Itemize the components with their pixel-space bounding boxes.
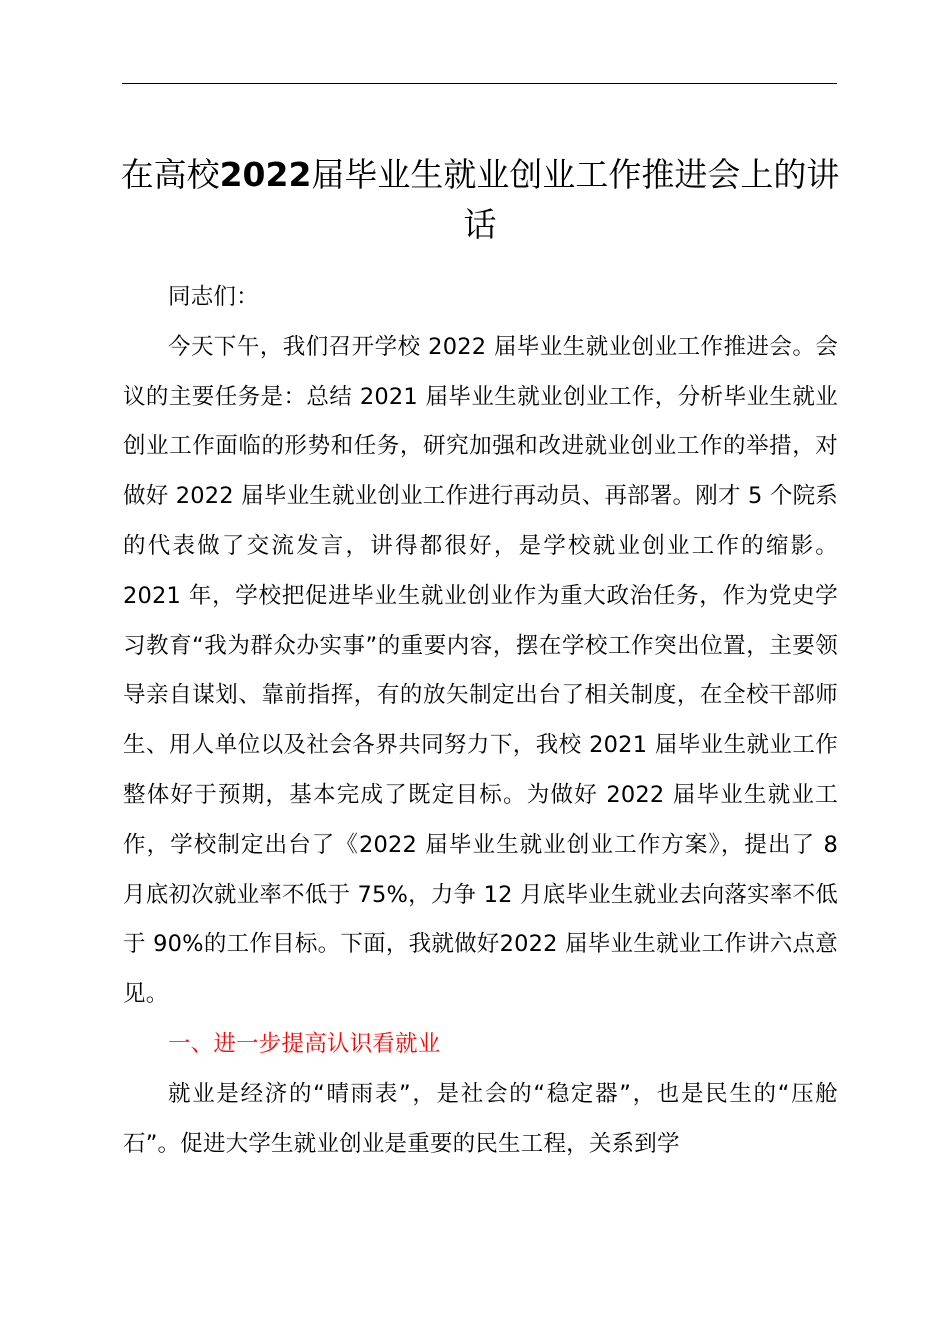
title-prefix: 在高校 bbox=[120, 155, 220, 194]
document-title bbox=[110, 150, 850, 250]
salutation: 同志们： bbox=[168, 284, 259, 310]
document-body bbox=[123, 273, 838, 1169]
title-suffix: 届毕业生就业创业工作推进会上的讲话 bbox=[311, 155, 840, 244]
section-heading: 一、进一步提高认识看就业 bbox=[168, 1030, 441, 1057]
header-rule bbox=[122, 83, 837, 84]
section-paragraph: 就业是经济的“晴雨表”，是社会的“稳定器”，也是民生的“压舱石”。促进大学生就业创业是重要的民生工程，关系到学 bbox=[123, 1080, 838, 1157]
intro-paragraph: 今天下午，我们召开学校 2022 届毕业生就业创业工作推进会。会议的主要任务是：总结 2021 届毕业生就业创业工作，分析毕业生就业创业工作面临的形势和任务，研究加强和改进就业创业工作的举措，对做好 2022 届毕业生就业创业工作进行再动员、再部署。刚才 5 个院系的代表做了交流发言，讲得都很好，是学校就业创业工作的缩影。2021 年，学校把促进毕业生就业创业作为重大政治任务，作为党史学习教育“我为群众办实事”的重要内容，摆在学校工作突出位置，主要领导亲自谋划、靠前指挥，有的放矢制定出台了相关制度，在全校干部师生、用人单位以及社会各界共同努力下，我校 2021 届毕业生就业工作整体好于预期，基本完成了既定目标。为做好 2022 届毕业生就业工作，学校制定出台了《2022 届毕业生就业创业工作方案》，提出了 8 月底初次就业率不低于 75%，力争 12 月底毕业生就业去向落实率不低于 90%的工作目标。下面，我就做好2022 届毕业生就业工作讲六点意见。 bbox=[123, 333, 838, 1008]
title-year: 2022 bbox=[219, 155, 312, 194]
